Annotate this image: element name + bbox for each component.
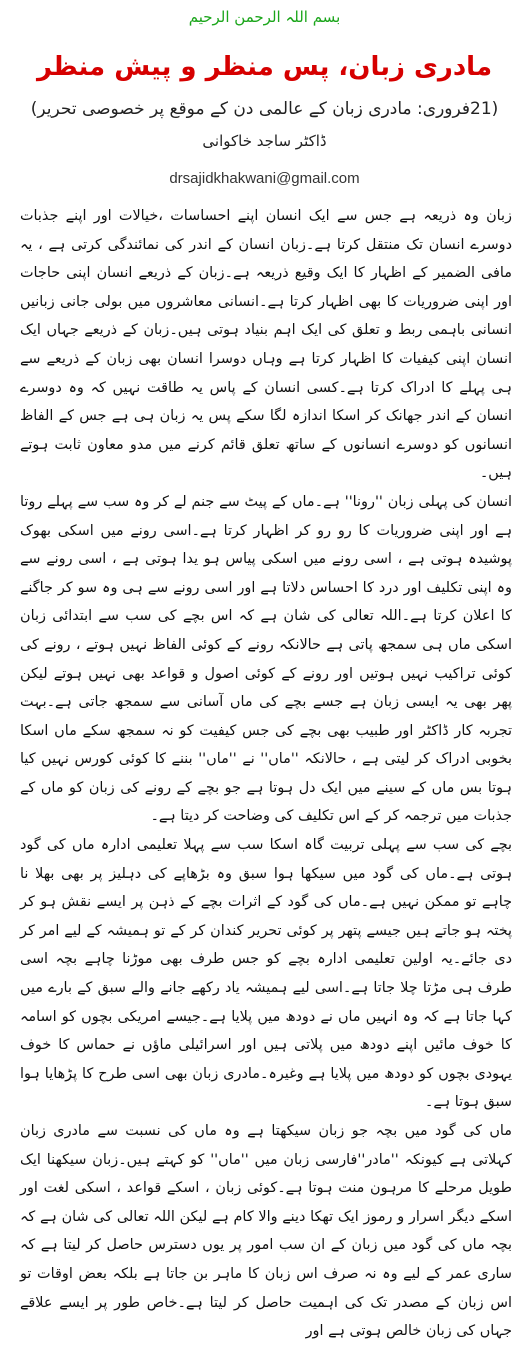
article-subtitle: (21فروری: مادری زبان کے عالمی دن کے موقع پر خصوصی تحریر) — [30, 99, 499, 119]
author-email[interactable]: drsajidkhakwani@gmail.com — [169, 170, 360, 187]
paragraph: بچے کی سب سے پہلی تربیت گاہ اسکا سب سے پہلا تعلیمی ادارہ ماں کی گود ہوتی ہے۔ماں کی گود میں سیکھا ہوا سبق وہ بڑھاپے کی دہلیز پر بھی بھلا نا چاہے تو ممکن نہیں ہے۔ماں کی گود کے اثرات بچے کے ذہن پر ایسے نقش ہو کر پختہ ہو جاتے ہیں جیسے پتھر پر کوئی تحریر کندان کر کے تو ہمیشہ کے لیے امر کر دی جائے۔یہ اولین تعلیمی ادارہ بچے کو جس طرف بھی موڑنا چاہے بچہ اسی طرف ہی مڑتا چلا جاتا ہے۔اسی لیے ہمیشہ یاد رکھے جانے والے سبق کے بارے میں کہا جاتا ہے کہ وہ انہیں ماں نے دودھ میں پلایا ہے۔جیسے امریکی بچوں کو اسامہ کا خوف مائیں اپنے دودھ میں پلاتی ہیں اور اسرائیلی ماؤں نے حماس کا خوف یہودی بچوں کو دودھ میں پلایا ہے وغیرہ۔مادری زبان بھی اسی طرح کا پڑھایا ہوا سبق ہوتا ہے۔ — [20, 837, 512, 1111]
paragraph: ماں کی گود میں بچہ جو زبان سیکھتا ہے وہ ماں کی نسبت سے مادری زبان کہلاتی ہے کیونکہ ''مادر''فارسی زبان میں ''ماں'' کو کہتے ہیں۔زبان سیکھنا ایک طویل مرحلے کا مرہون منت ہوتا ہے۔کوئی زبان ، اسکے قواعد ، اسکی لغت اور اسکے دیگر اسرار و رموز ایک تھکا دینے والا کام ہے لیکن اللہ تعالی کی شان ہے کہ بچہ ماں کی گود میں زبان کے ان سب امور پر یوں دسترس حاصل کر لیتا ہے کہ ساری عمر کے لیے وہ نہ صرف اس زبان کا ماہر بن جاتا ہے بلکہ بعض اوقات تو اس زبان کے مصدر تک کی اہمیت حاصل کر لیتا ہے۔خاص طور پر ایسے علاقے جہاں کی زبان خالص ہوتی ہے اور — [20, 1123, 512, 1340]
paragraph: زبان وہ ذریعہ ہے جس سے ایک انسان اپنے احساسات ،خیالات اور اپنے جذبات دوسرے انسان تک منتقل کرتا ہے۔زبان انسان کے اندر کی نمائندگی کرتی ہے ، یہ مافی الضمیر کے اظہار کا ایک وقیع ذریعہ ہے۔زبان کے ذریعے انسان اپنی حاجات اور اپنی ضروریات کا بھی اظہار کرتا ہے۔انسانی معاشروں میں بولی جانی زبانیں انسانی باہمی ربط و تعلق کی ایک اہم بنیاد ہوتی ہیں۔زبان کے ذریعے جہاں ایک انسان اپنی کیفیات کا اظہار کرتا ہے وہاں دوسرا انسان بھی زبان کے ذریعے سے ہی پہلے کا ادراک کرتا ہے۔کسی انسان کے پاس یہ طاقت نہیں کہ وہ دوسرے انسان کے اندر جھانک کر اسکا اندازہ لگا سکے پس یہ زبان ہی ہے جس کے الفاظ انسانوں کو دوسرے انسانوں کے ساتھ تعلق قائم کرنے میں مدو معاون ثابت ہوتے ہیں۔ — [20, 208, 512, 482]
author-name: ڈاکٹر ساجد خاکوانی — [202, 132, 327, 150]
paragraph: انسان کی پہلی زبان ''رونا'' ہے۔ماں کے پیٹ سے جنم لے کر وہ سب سے پہلے روتا ہے اور اپنی ضروریات کا رو رو کر اظہار کرتا ہے۔اسی رونے میں اسکی بھوک پوشیدہ ہوتی ہے ، اسی رونے میں اسکی پیاس ہو یدا ہوتی ہے ، اسی رونے سے وہ اپنی تکلیف اور درد کا احساس دلاتا ہے اور اسی رونے سے ہی وہ سو کر جاگنے کا اعلان کرتا ہے۔اللہ تعالی کی شان ہے کہ اس بچے کی سب سے ابتدائی زبان اسکی ماں ہی سمجھ پاتی ہے حالانکہ رونے کے کوئی الفاظ نہیں ہوتے ، رونے کی کوئی تراکیب نہیں ہوتیں اور رونے کے کوئی اصول و قواعد بھی نہیں ہوتے لیکن پھر بھی یہ ایسی زبان ہے جسے بچے کی ماں آسانی سے سمجھ جاتی ہے۔بہت تجربہ کار ڈاکٹر اور طبیب بھی بچے کی جس کیفیت کو نہ سمجھ سکے ماں اسکا بخوبی ادراک کر لیتی ہے ، حالانکہ ''ماں'' نے ''ماں'' بننے کا کوئی کورس نہیں کیا ہوتا بس ماں کے سینے میں ایک دل ہوتا ہے جو بچے کے رونے کی زبان کو ماں کے جذبات میں ترجمہ کر کے اس تکلیف کی وضاحت کر دیتا ہے۔ — [20, 493, 512, 825]
article-title: مادری زبان، پس منظر و پیش منظر — [36, 52, 493, 82]
bismillah-heading: بسم اللہ الرحمن الرحیم — [188, 8, 341, 26]
article-body — [20, 202, 512, 1346]
